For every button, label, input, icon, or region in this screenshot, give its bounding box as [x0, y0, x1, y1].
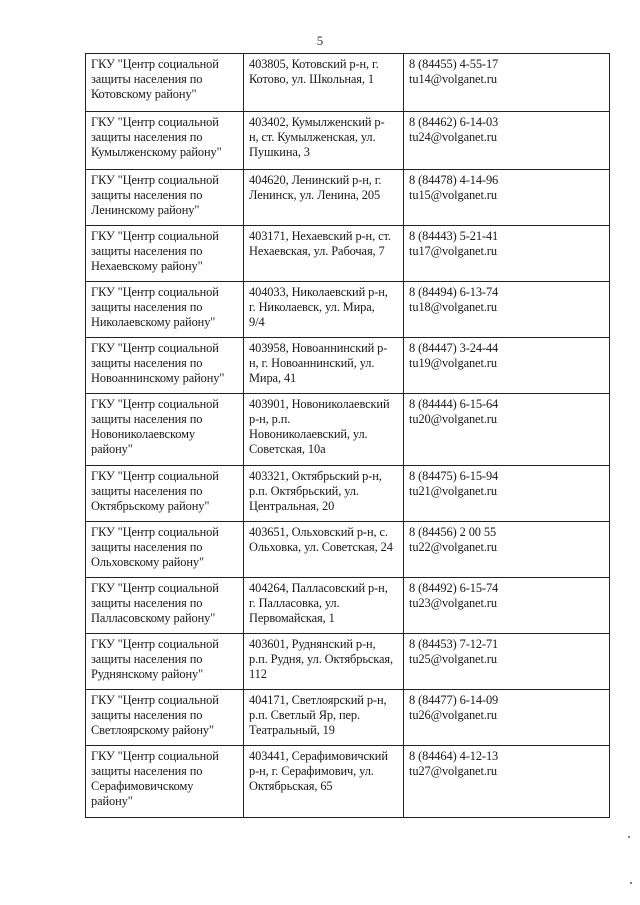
text-line: защиты населения по — [91, 652, 203, 666]
text-line: защиты населения по — [91, 764, 203, 778]
text-line: ГКУ "Центр социальной — [91, 173, 219, 187]
email-text: tu15@volganet.ru — [409, 188, 497, 202]
text-line: Новониколаевский, ул. — [249, 427, 368, 441]
email-text: tu17@volganet.ru — [409, 244, 497, 258]
text-line: защиты населения по — [91, 188, 203, 202]
org-cell — [86, 112, 244, 170]
text-line: защиты населения по — [91, 596, 203, 610]
text-line: 403321, Октябрьский р-н, — [249, 469, 382, 483]
text-line: защиты населения по — [91, 244, 203, 258]
contacts-cell — [404, 112, 610, 170]
org-cell — [86, 394, 244, 466]
text-line: 403805, Котовский р-н, г. — [249, 57, 379, 71]
text-line: Первомайская, 1 — [249, 611, 335, 625]
email-text: tu18@volganet.ru — [409, 300, 497, 314]
text-line: Ленинск, ул. Ленина, 205 — [249, 188, 381, 202]
email-text: tu23@volganet.ru — [409, 596, 497, 610]
org-cell — [86, 578, 244, 634]
address-cell — [244, 466, 404, 522]
org-cell — [86, 522, 244, 578]
text-line: ГКУ "Центр социальной — [91, 749, 219, 763]
phone-text: 8 (84455) 4-55-17 — [409, 57, 499, 71]
text-line: Нехаевскому району" — [91, 259, 203, 273]
contacts-cell — [404, 690, 610, 746]
text-line: Мира, 41 — [249, 371, 297, 385]
text-line: 403402, Кумылженский р- — [249, 115, 385, 129]
address-cell — [244, 338, 404, 394]
text-line: Нехаевская, ул. Рабочая, 7 — [249, 244, 385, 258]
text-line: защиты населения по — [91, 484, 203, 498]
phone-text: 8 (84462) 6-14-03 — [409, 115, 499, 129]
phone-text: 8 (84456) 2 00 55 — [409, 525, 497, 539]
contacts-cell — [404, 338, 610, 394]
contacts-cell — [404, 282, 610, 338]
table-row — [86, 226, 610, 282]
text-line: 404033, Николаевский р-н, — [249, 285, 388, 299]
text-line: р.п. Светлый Яр, пер. — [249, 708, 360, 722]
contacts-cell — [404, 170, 610, 226]
phone-text: 8 (84464) 4-12-13 — [409, 749, 499, 763]
text-line: защиты населения по — [91, 412, 203, 426]
email-text: tu26@volganet.ru — [409, 708, 497, 722]
text-line: 403651, Ольховский р-н, с. — [249, 525, 388, 539]
text-line: Кумылженскому району" — [91, 145, 222, 159]
text-line: г. Палласовка, ул. — [249, 596, 340, 610]
contacts-cell — [404, 634, 610, 690]
text-line: Ольховскому району" — [91, 555, 204, 569]
address-cell — [244, 112, 404, 170]
text-line: защиты населения по — [91, 356, 203, 370]
table-row — [86, 170, 610, 226]
table-row — [86, 634, 610, 690]
table-row — [86, 690, 610, 746]
text-line: району" — [91, 442, 133, 456]
scan-speck — [630, 882, 632, 884]
contacts-cell — [404, 394, 610, 466]
org-cell — [86, 466, 244, 522]
text-line: Светлоярскому району" — [91, 723, 214, 737]
address-cell — [244, 690, 404, 746]
table-row — [86, 54, 610, 112]
org-cell — [86, 338, 244, 394]
text-line: г. Николаевск, ул. Мира, — [249, 300, 375, 314]
address-cell — [244, 282, 404, 338]
org-cell — [86, 690, 244, 746]
text-line: 403958, Новоаннинский р- — [249, 341, 388, 355]
text-line: ГКУ "Центр социальной — [91, 229, 219, 243]
text-line: Николаевскому району" — [91, 315, 216, 329]
email-text: tu19@volganet.ru — [409, 356, 497, 370]
email-text: tu21@volganet.ru — [409, 484, 497, 498]
text-line: Пушкина, 3 — [249, 145, 310, 159]
email-text: tu27@volganet.ru — [409, 764, 497, 778]
text-line: ГКУ "Центр социальной — [91, 525, 219, 539]
text-line: Советская, 10а — [249, 442, 326, 456]
text-line: ГКУ "Центр социальной — [91, 57, 219, 71]
text-line: защиты населения по — [91, 708, 203, 722]
text-line: 403171, Нехаевский р-н, ст. — [249, 229, 391, 243]
org-cell — [86, 54, 244, 112]
email-text: tu14@volganet.ru — [409, 72, 497, 86]
contacts-cell — [404, 578, 610, 634]
text-line: Котово, ул. Школьная, 1 — [249, 72, 374, 86]
text-line: 404620, Ленинский р-н, г. — [249, 173, 382, 187]
contacts-cell — [404, 522, 610, 578]
text-line: р-н, г. Серафимович, ул. — [249, 764, 374, 778]
text-line: 403441, Серафимовичский — [249, 749, 388, 763]
scan-speck — [628, 836, 630, 838]
address-cell — [244, 394, 404, 466]
text-line: защиты населения по — [91, 130, 203, 144]
contacts-table-body — [86, 54, 610, 818]
text-line: району" — [91, 794, 133, 808]
address-cell — [244, 578, 404, 634]
text-line: н, ст. Кумылженская, ул. — [249, 130, 376, 144]
text-line: 404171, Светлоярский р-н, — [249, 693, 387, 707]
text-line: Серафимовичскому — [91, 779, 194, 793]
org-cell — [86, 282, 244, 338]
contacts-cell — [404, 54, 610, 112]
email-text: tu24@volganet.ru — [409, 130, 497, 144]
phone-text: 8 (84478) 4-14-96 — [409, 173, 499, 187]
text-line: 404264, Палласовский р-н, — [249, 581, 388, 595]
text-line: Театральный, 19 — [249, 723, 335, 737]
org-cell — [86, 226, 244, 282]
text-line: защиты населения по — [91, 300, 203, 314]
text-line: Центральная, 20 — [249, 499, 335, 513]
text-line: защиты населения по — [91, 540, 203, 554]
org-cell — [86, 634, 244, 690]
org-cell — [86, 746, 244, 818]
text-line: ГКУ "Центр социальной — [91, 581, 219, 595]
table-row — [86, 112, 610, 170]
table-row — [86, 338, 610, 394]
text-line: Котовскому району" — [91, 87, 197, 101]
text-line: Новониколаевскому — [91, 427, 195, 441]
phone-text: 8 (84492) 6-15-74 — [409, 581, 499, 595]
email-text: tu20@volganet.ru — [409, 412, 497, 426]
table-row — [86, 282, 610, 338]
text-line: 403601, Руднянский р-н, — [249, 637, 376, 651]
table-row — [86, 394, 610, 466]
text-line: защиты населения по — [91, 72, 203, 86]
table-row — [86, 522, 610, 578]
text-line: р.п. Октябрьский, ул. — [249, 484, 359, 498]
email-text: tu22@volganet.ru — [409, 540, 497, 554]
phone-text: 8 (84447) 3-24-44 — [409, 341, 499, 355]
text-line: ГКУ "Центр социальной — [91, 637, 219, 651]
phone-text: 8 (84443) 5-21-41 — [409, 229, 499, 243]
text-line: ГКУ "Центр социальной — [91, 397, 219, 411]
text-line: 9/4 — [249, 315, 265, 329]
text-line: 403901, Новониколаевский — [249, 397, 390, 411]
text-line: 112 — [249, 667, 267, 681]
text-line: Руднянскому району" — [91, 667, 204, 681]
phone-text: 8 (84475) 6-15-94 — [409, 469, 499, 483]
text-line: н, г. Новоаннинский, ул. — [249, 356, 375, 370]
phone-text: 8 (84494) 6-13-74 — [409, 285, 499, 299]
contacts-cell — [404, 466, 610, 522]
text-line: Октябрьская, 65 — [249, 779, 333, 793]
text-line: Новоаннинскому району" — [91, 371, 225, 385]
phone-text: 8 (84444) 6-15-64 — [409, 397, 499, 411]
table-row — [86, 746, 610, 818]
contacts-cell — [404, 226, 610, 282]
text-line: Ольховка, ул. Советская, 24 — [249, 540, 393, 554]
org-cell — [86, 170, 244, 226]
text-line: ГКУ "Центр социальной — [91, 693, 219, 707]
text-line: ГКУ "Центр социальной — [91, 285, 219, 299]
email-text: tu25@volganet.ru — [409, 652, 497, 666]
address-cell — [244, 634, 404, 690]
address-cell — [244, 746, 404, 818]
text-line: Палласовскому району" — [91, 611, 216, 625]
text-line: Октябрьскому району" — [91, 499, 210, 513]
page-number: 5 — [316, 33, 324, 48]
contacts-table — [85, 53, 610, 818]
contacts-cell — [404, 746, 610, 818]
table-row — [86, 466, 610, 522]
text-line: Ленинскому району" — [91, 203, 200, 217]
text-line: ГКУ "Центр социальной — [91, 341, 219, 355]
address-cell — [244, 54, 404, 112]
phone-text: 8 (84477) 6-14-09 — [409, 693, 499, 707]
phone-text: 8 (84453) 7-12-71 — [409, 637, 499, 651]
address-cell — [244, 170, 404, 226]
text-line: р-н, р.п. — [249, 412, 291, 426]
table-row — [86, 578, 610, 634]
text-line: ГКУ "Центр социальной — [91, 469, 219, 483]
text-line: р.п. Рудня, ул. Октябрьская, — [249, 652, 394, 666]
text-line: ГКУ "Центр социальной — [91, 115, 219, 129]
address-cell — [244, 226, 404, 282]
address-cell — [244, 522, 404, 578]
